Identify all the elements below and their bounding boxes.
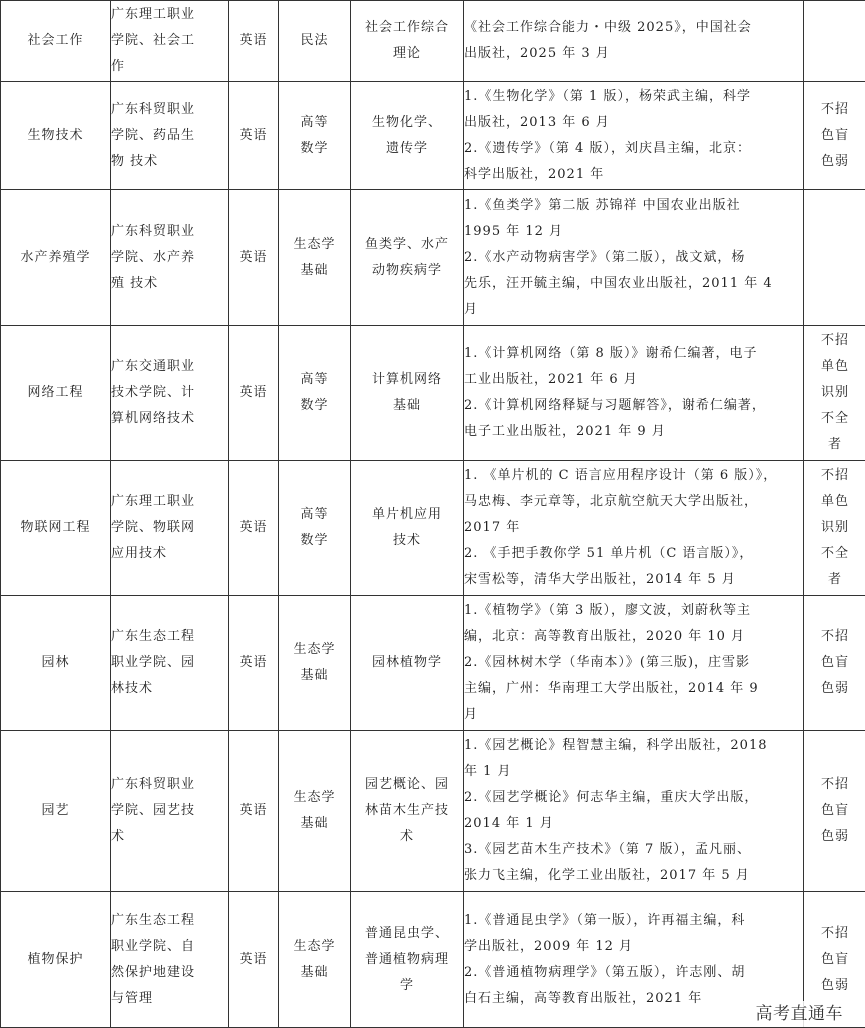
reference-book-entry: 1.《园艺概论》程智慧主编，科学出版社，2018 年 1 月 [464, 733, 803, 785]
language-text: 英语 [239, 250, 267, 265]
subject-cell [279, 731, 351, 892]
reference-book-entry: 1.《生物化学》（第 1 版），杨荣武主编，科学 出版社，2013 年 6 月 [464, 84, 803, 136]
reference-book-entry: 《社会工作综合能力・中级 2025》，中国社会 出版社，2025 年 3 月 [464, 15, 803, 67]
school-text: 广东生态工程 职业学院、园 林技术 [111, 629, 195, 696]
professional-course-cell [351, 82, 464, 190]
school-text: 广东科贸职业 学院、水产养 殖 技术 [111, 224, 195, 291]
note-cell [804, 190, 865, 326]
major-text: 生物技术 [27, 128, 83, 143]
language-text: 英语 [239, 520, 267, 535]
professional-course-cell [351, 190, 464, 326]
table-row [1, 190, 865, 326]
table-row [1, 326, 865, 461]
school-text: 广东科贸职业 学院、园艺技 术 [111, 777, 195, 844]
reference-book-entry: 2. 《手把手教你学 51 单片机（C 语言版）》， 宋雪松等，清华大学出版社，2014 年 5 月 [464, 541, 803, 593]
major-text: 网络工程 [27, 385, 83, 400]
major-cell [1, 596, 111, 731]
reference-book-entry: 2.《普通植物病理学》（第五版），许志刚、胡 白石主编，高等教育出版社，2021 年 [464, 960, 803, 1012]
school-cell [111, 326, 229, 461]
reference-book-entry: 2.《计算机网络释疑与习题解答》，谢希仁编著， 电子工业出版社，2021 年 9 月 [464, 393, 803, 445]
professional-course-cell [351, 326, 464, 461]
professional-course-text: 园艺概论、园 林苗木生产技 术 [365, 777, 449, 844]
major-text: 园艺 [41, 803, 69, 818]
school-cell [111, 82, 229, 190]
language-cell [229, 1, 279, 82]
reference-book-entry: 1.《计算机网络（第 8 版）》谢希仁编著，电子 工业出版社，2021 年 6 月 [464, 341, 803, 393]
professional-course-text: 社会工作综合 理论 [365, 20, 449, 61]
table-row [1, 731, 865, 892]
reference-books-cell [464, 731, 804, 892]
note-cell [804, 461, 865, 596]
note-text: 不招 色盲 色弱 [821, 777, 849, 844]
reference-book-entry: 1.《植物学》（第 3 版），廖文波，刘蔚秋等主 编，北京：高等教育出版社，2020 年 10 月 [464, 598, 803, 650]
note-cell [804, 326, 865, 461]
table-body [1, 1, 865, 1028]
school-text: 广东生态工程 职业学院、自 然保护地建设 与管理 [111, 913, 195, 1006]
major-text: 水产养殖学 [20, 250, 90, 265]
language-cell [229, 731, 279, 892]
subject-cell [279, 892, 351, 1028]
reference-books-cell [464, 1, 804, 82]
reference-book-entry: 1.《普通昆虫学》（第一版），许再福主编，科 学出版社，2009 年 12 月 [464, 908, 803, 960]
major-cell [1, 82, 111, 190]
note-cell [804, 82, 865, 190]
school-text: 广东交通职业 技术学院、计 算机网络技术 [111, 359, 195, 426]
reference-books-cell [464, 190, 804, 326]
major-text: 园林 [41, 655, 69, 670]
professional-course-cell [351, 1, 464, 82]
subject-text: 生态学 基础 [293, 642, 335, 683]
reference-books-cell [464, 326, 804, 461]
note-text: 不招 色盲 色弱 [821, 926, 849, 993]
subject-cell [279, 596, 351, 731]
major-cell [1, 326, 111, 461]
note-text: 不招 色盲 色弱 [821, 102, 849, 169]
language-cell [229, 596, 279, 731]
note-text: 不招 单色 识别 不全 者 [821, 333, 849, 452]
note-cell [804, 731, 865, 892]
school-cell [111, 731, 229, 892]
subject-cell [279, 461, 351, 596]
language-cell [229, 190, 279, 326]
subject-text: 生态学 基础 [293, 237, 335, 278]
professional-course-cell [351, 731, 464, 892]
professional-course-cell [351, 461, 464, 596]
professional-course-text: 单片机应用 技术 [372, 507, 442, 548]
major-cell [1, 731, 111, 892]
note-cell [804, 1, 865, 82]
subject-text: 高等 数学 [300, 507, 328, 548]
major-cell [1, 461, 111, 596]
school-cell [111, 461, 229, 596]
reference-book-entry: 2.《园艺学概论》何志华主编，重庆大学出版， 2014 年 1 月 [464, 785, 803, 837]
subject-cell [279, 326, 351, 461]
language-text: 英语 [239, 952, 267, 967]
watermark-text: 高考直通车 [754, 1001, 846, 1027]
school-cell [111, 1, 229, 82]
professional-course-cell [351, 596, 464, 731]
major-cell [1, 1, 111, 82]
subject-cell [279, 1, 351, 82]
major-cell [1, 190, 111, 326]
note-cell [804, 596, 865, 731]
subject-text: 高等 数学 [300, 115, 328, 156]
language-text: 英语 [239, 803, 267, 818]
professional-course-text: 计算机网络 基础 [372, 372, 442, 413]
professional-course-text: 生物化学、 遗传学 [372, 115, 442, 156]
major-text: 植物保护 [27, 952, 83, 967]
subject-cell [279, 190, 351, 326]
school-text: 广东理工职业 学院、社会工 作 [111, 7, 195, 74]
professional-course-text: 鱼类学、水产 动物疾病学 [365, 237, 449, 278]
subject-cell [279, 82, 351, 190]
school-cell [111, 892, 229, 1028]
language-cell [229, 892, 279, 1028]
reference-books-cell [464, 82, 804, 190]
reference-book-entry: 1.《鱼类学》第二版 苏锦祥 中国农业出版社 1995 年 12 月 [464, 193, 803, 245]
reference-book-entry: 2.《园林树木学（华南本）》(第三版)，庄雪影 主编，广州：华南理工大学出版社，2014 年 9 月 [464, 650, 803, 728]
major-cell [1, 892, 111, 1028]
reference-books-cell [464, 596, 804, 731]
language-text: 英语 [239, 33, 267, 48]
note-text: 不招 色盲 色弱 [821, 629, 849, 696]
language-text: 英语 [239, 655, 267, 670]
table-row [1, 82, 865, 190]
subject-text: 民法 [300, 33, 328, 48]
professional-course-text: 园林植物学 [372, 655, 442, 670]
reference-book-entry: 1. 《单片机的 C 语言应用程序设计（第 6 版）》， 马忠梅、李元章等，北京航空航天大学出版社， 2017 年 [464, 463, 803, 541]
subject-text: 生态学 基础 [293, 790, 335, 831]
subject-text: 高等 数学 [300, 372, 328, 413]
school-cell [111, 596, 229, 731]
subject-text: 生态学 基础 [293, 939, 335, 980]
note-text: 不招 单色 识别 不全 者 [821, 468, 849, 587]
table-row [1, 461, 865, 596]
language-cell [229, 326, 279, 461]
reference-books-cell [464, 461, 804, 596]
major-text: 物联网工程 [20, 520, 90, 535]
school-cell [111, 190, 229, 326]
major-text: 社会工作 [27, 33, 83, 48]
professional-course-cell [351, 892, 464, 1028]
table-row [1, 596, 865, 731]
reference-books-cell [464, 892, 804, 1028]
language-text: 英语 [239, 385, 267, 400]
school-text: 广东科贸职业 学院、药品生 物 技术 [111, 102, 195, 169]
reference-book-entry: 3.《园艺苗木生产技术》（第 7 版），孟凡丽、 张力飞主编，化学工业出版社，2017 年 5 月 [464, 837, 803, 889]
language-text: 英语 [239, 128, 267, 143]
reference-book-entry: 2.《水产动物病害学》（第二版），战文斌，杨 先乐，汪开毓主编，中国农业出版社，2011 年 4 月 [464, 245, 803, 323]
table-row [1, 892, 865, 1028]
reference-book-entry: 2.《遗传学》（第 4 版），刘庆昌主编，北京： 科学出版社，2021 年 [464, 136, 803, 188]
professional-course-text: 普通昆虫学、 普通植物病理 学 [365, 926, 449, 993]
school-text: 广东理工职业 学院、物联网 应用技术 [111, 494, 195, 561]
language-cell [229, 461, 279, 596]
table-row [1, 1, 865, 82]
language-cell [229, 82, 279, 190]
